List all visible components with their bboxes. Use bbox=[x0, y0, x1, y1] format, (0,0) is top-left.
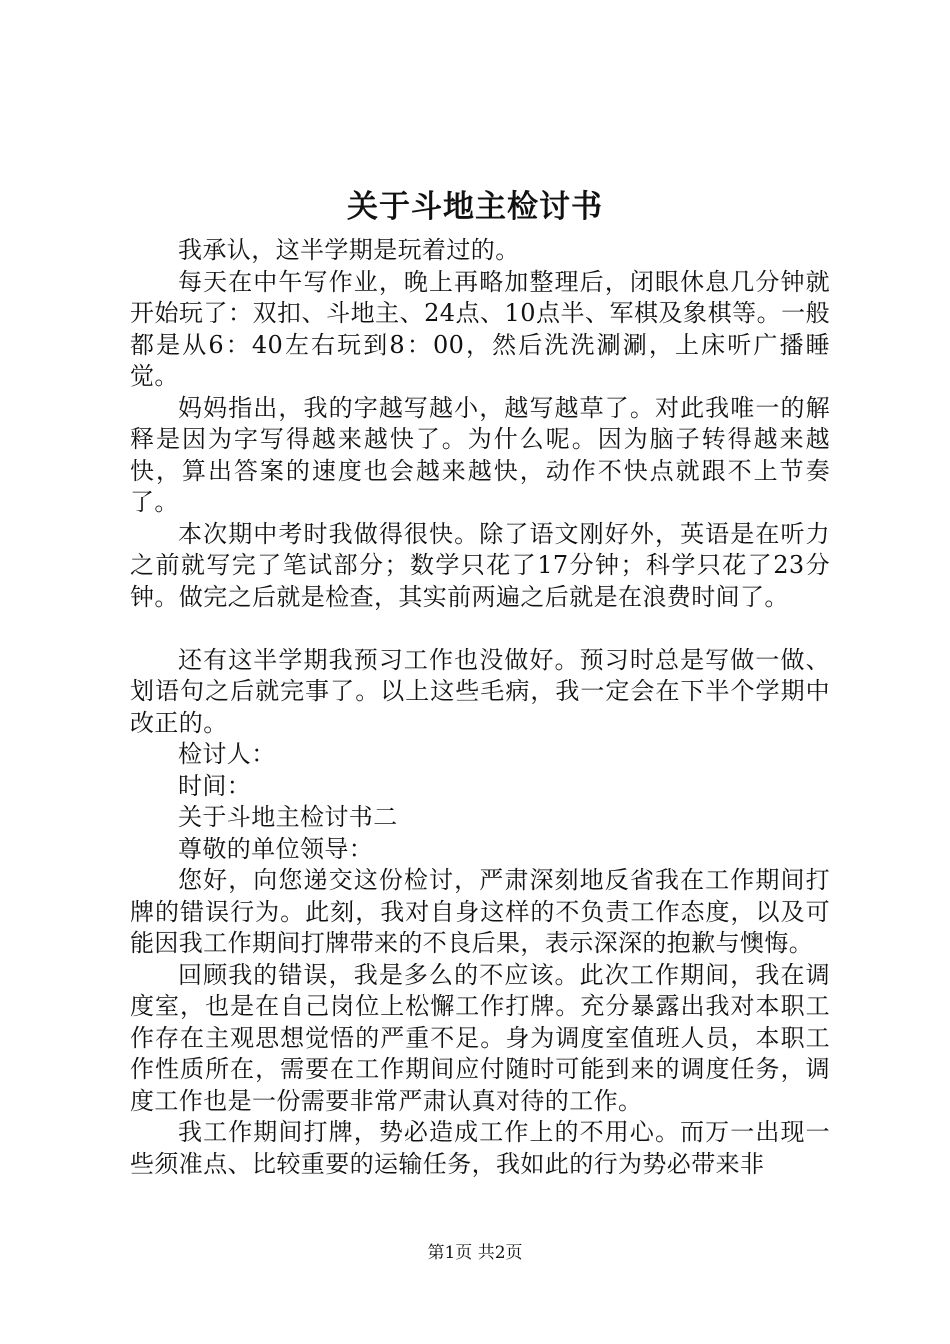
document-title: 关于斗地主检讨书 bbox=[347, 189, 603, 225]
salutation: 尊敬的单位领导： bbox=[178, 834, 374, 863]
paragraph: 每天在中午写作业，晚上再略加整理后，闭眼休息几分钟就开始玩了：双扣、斗地主、24点、10点半、军棋及象棋等。一般都是从6：40左右玩到8：00，然后洗洗涮涮，上床听广播睡觉。 bbox=[130, 267, 830, 390]
paragraph: 还有这半学期我预习工作也没做好。预习时总是写做一做、划语句之后就完事了。以上这些毛病，我一定会在下半个学期中改正的。 bbox=[130, 645, 830, 737]
signer-label: 检讨人： bbox=[178, 740, 276, 768]
paragraph: 回顾我的错误，我是多么的不应该。此次工作期间，我在调度室，也是在自己岗位上松懈工作打牌。充分暴露出我对本职工作存在主观思想觉悟的严重不足。身为调度室值班人员，本职工作性质所在，需要在工作期间应付随时可能到来的调度任务，调度工作也是一份需要非常严肃认真对待的工作。 bbox=[130, 960, 830, 1115]
paragraph: 我工作期间打牌，势必造成工作上的不用心。而万一出现一些须准点、比较重要的运输任务，我如此的行为势必带来非 bbox=[130, 1118, 830, 1178]
paragraph: 我承认，这半学期是玩着过的。 bbox=[178, 236, 520, 264]
section-heading: 关于斗地主检讨书二 bbox=[178, 803, 398, 831]
page-footer: 第1页 共2页 bbox=[427, 1243, 523, 1263]
paragraph: 您好，向您递交这份检讨，严肃深刻地反省我在工作期间打牌的错误行为。此刻，我对自身这样的不负责工作态度，以及可能因我工作期间打牌带来的不良后果，表示深深的抱歉与懊悔。 bbox=[130, 866, 830, 957]
date-label: 时间： bbox=[178, 771, 252, 800]
document-body bbox=[130, 235, 830, 1180]
paragraph: 本次期中考时我做得很快。除了语文刚好外，英语是在听力之前就写完了笔试部分；数学只花了17分钟；科学只花了23分钟。做完之后就是检查，其实前两遍之后就是在浪费时间了。 bbox=[130, 519, 830, 611]
paragraph: 妈妈指出，我的字越写越小，越写越草了。对此我唯一的解释是因为字写得越来越快了。为什么呢。因为脑子转得越来越快，算出答案的速度也会越来越快，动作不快点就跟不上节奏了。 bbox=[130, 393, 830, 516]
